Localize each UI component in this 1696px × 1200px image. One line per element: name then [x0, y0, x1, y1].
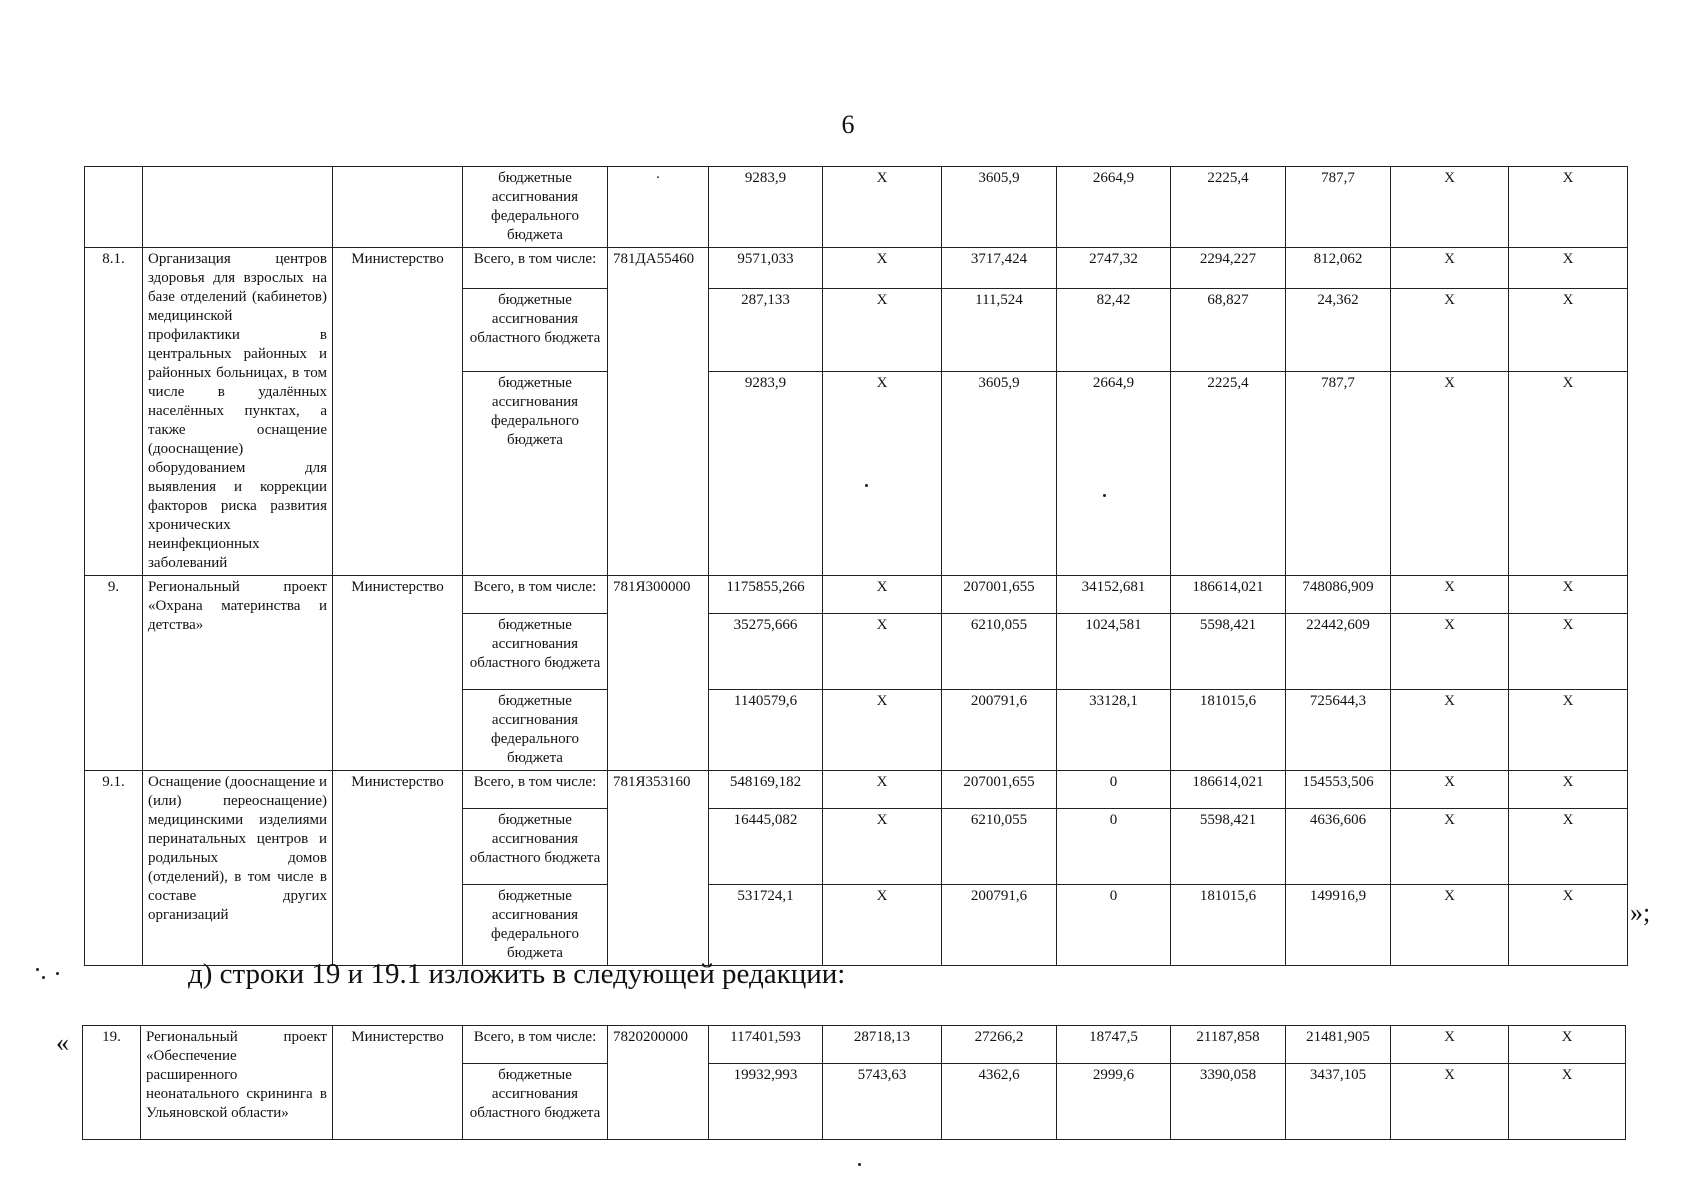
value-cell: 154553,506 — [1286, 771, 1391, 809]
value-cell: X — [823, 372, 942, 576]
value-cell: 2664,9 — [1057, 372, 1171, 576]
row-executor: Министерство — [333, 771, 463, 966]
value-cell: X — [823, 576, 942, 614]
row-number: 19. — [83, 1026, 141, 1140]
scan-speck — [36, 968, 39, 971]
value-cell: X — [1509, 289, 1628, 372]
value-cell: X — [1509, 809, 1628, 885]
value-cell: 1140579,6 — [709, 690, 823, 771]
value-cell: 35275,666 — [709, 614, 823, 690]
budget-code: 781Я300000 — [608, 576, 709, 771]
value-cell: X — [823, 289, 942, 372]
value-cell: X — [1509, 167, 1628, 248]
funding-source: Всего, в том числе: — [463, 771, 608, 809]
row-name: Организация центров здоровья для взрослых на базе отделений (кабинетов) медицинской профилактики в центральных районных и районных больницах, в том числе в удалённых населённых пунктах, а также оснащение (дооснащение) оборудованием для выявления и коррекции факторов риска развития хронических неинфекционных заболеваний — [143, 248, 333, 576]
closing-quote: »; — [1630, 898, 1651, 927]
row-number: 9.1. — [85, 771, 143, 966]
budget-code: 7820200000 — [608, 1026, 709, 1140]
value-cell: 287,133 — [709, 289, 823, 372]
value-cell: 22442,609 — [1286, 614, 1391, 690]
value-cell: 28718,13 — [823, 1026, 942, 1064]
value-cell: X — [1509, 771, 1628, 809]
value-cell: 1175855,266 — [709, 576, 823, 614]
value-cell: 787,7 — [1286, 372, 1391, 576]
value-cell: 111,524 — [942, 289, 1057, 372]
value-cell: X — [1391, 248, 1509, 289]
value-cell: 33128,1 — [1057, 690, 1171, 771]
value-cell: X — [1391, 771, 1509, 809]
value-cell: X — [1391, 885, 1509, 966]
row-name — [143, 167, 333, 248]
value-cell: 21481,905 — [1286, 1026, 1391, 1064]
value-cell: 181015,6 — [1171, 690, 1286, 771]
value-cell: X — [1391, 372, 1509, 576]
value-cell: 200791,6 — [942, 690, 1057, 771]
value-cell: 181015,6 — [1171, 885, 1286, 966]
row-number: 8.1. — [85, 248, 143, 576]
value-cell: X — [1391, 1026, 1509, 1064]
value-cell: X — [1391, 1064, 1509, 1140]
value-cell: 3717,424 — [942, 248, 1057, 289]
value-cell: X — [1509, 885, 1628, 966]
value-cell: 0 — [1057, 885, 1171, 966]
value-cell: 200791,6 — [942, 885, 1057, 966]
row-number — [85, 167, 143, 248]
budget-code: 781Я353160 — [608, 771, 709, 966]
funding-source: бюджетные ассигнования областного бюджета — [463, 289, 608, 372]
value-cell: 531724,1 — [709, 885, 823, 966]
value-cell: X — [1509, 1026, 1626, 1064]
value-cell: X — [823, 771, 942, 809]
table-row — [85, 248, 1628, 289]
value-cell: X — [823, 167, 942, 248]
value-cell: X — [1391, 289, 1509, 372]
value-cell: X — [823, 690, 942, 771]
value-cell: X — [823, 614, 942, 690]
value-cell: 6210,055 — [942, 614, 1057, 690]
value-cell: 207001,655 — [942, 576, 1057, 614]
value-cell: X — [1391, 167, 1509, 248]
value-cell: 725644,3 — [1286, 690, 1391, 771]
funding-source: бюджетные ассигнования областного бюджета — [463, 1064, 608, 1140]
value-cell: X — [1391, 809, 1509, 885]
row-executor: Министерство — [333, 576, 463, 771]
value-cell: X — [823, 809, 942, 885]
value-cell: 82,42 — [1057, 289, 1171, 372]
value-cell: 149916,9 — [1286, 885, 1391, 966]
row-executor: Министерство — [333, 248, 463, 576]
funding-source: Всего, в том числе: — [463, 1026, 608, 1064]
value-cell: X — [1391, 576, 1509, 614]
amendment-instruction: д) строки 19 и 19.1 изложить в следующей редакции: — [188, 958, 846, 990]
table-row — [85, 771, 1628, 809]
value-cell: X — [1509, 576, 1628, 614]
scan-speck — [858, 1163, 861, 1166]
value-cell: 3605,9 — [942, 167, 1057, 248]
value-cell: 748086,909 — [1286, 576, 1391, 614]
funding-source: бюджетные ассигнования областного бюджета — [463, 809, 608, 885]
value-cell: 4362,6 — [942, 1064, 1057, 1140]
value-cell: 548169,182 — [709, 771, 823, 809]
funding-source: бюджетные ассигнования федерального бюджета — [463, 885, 608, 966]
budget-code: 781ДА55460 — [608, 248, 709, 576]
value-cell: 2999,6 — [1057, 1064, 1171, 1140]
value-cell: 2225,4 — [1171, 372, 1286, 576]
value-cell: 16445,082 — [709, 809, 823, 885]
budget-table-top — [84, 166, 1628, 966]
value-cell: X — [823, 885, 942, 966]
value-cell: 5598,421 — [1171, 614, 1286, 690]
value-cell: 207001,655 — [942, 771, 1057, 809]
value-cell: 6210,055 — [942, 809, 1057, 885]
value-cell: X — [1509, 690, 1628, 771]
value-cell: X — [1391, 690, 1509, 771]
value-cell: 3605,9 — [942, 372, 1057, 576]
table-row — [85, 576, 1628, 614]
value-cell: 9571,033 — [709, 248, 823, 289]
value-cell: X — [1391, 614, 1509, 690]
scan-speck — [865, 484, 868, 487]
funding-source: бюджетные ассигнования федерального бюджета — [463, 372, 608, 576]
page-number: 6 — [841, 110, 855, 139]
value-cell: X — [1509, 248, 1628, 289]
value-cell: 34152,681 — [1057, 576, 1171, 614]
value-cell: X — [823, 248, 942, 289]
value-cell: 186614,021 — [1171, 576, 1286, 614]
value-cell: X — [1509, 614, 1628, 690]
value-cell: 9283,9 — [709, 372, 823, 576]
funding-source: Всего, в том числе: — [463, 248, 608, 289]
row-executor — [333, 167, 463, 248]
value-cell: 186614,021 — [1171, 771, 1286, 809]
value-cell: X — [1509, 372, 1628, 576]
funding-source: бюджетные ассигнования федерального бюджета — [463, 690, 608, 771]
value-cell: 2225,4 — [1171, 167, 1286, 248]
value-cell: 2664,9 — [1057, 167, 1171, 248]
value-cell: 9283,9 — [709, 167, 823, 248]
value-cell: 2747,32 — [1057, 248, 1171, 289]
value-cell: 812,062 — [1286, 248, 1391, 289]
scan-speck — [1103, 494, 1106, 497]
funding-source: бюджетные ассигнования областного бюджета — [463, 614, 608, 690]
value-cell: 5598,421 — [1171, 809, 1286, 885]
table-row — [83, 1026, 1626, 1064]
value-cell: 3437,105 — [1286, 1064, 1391, 1140]
value-cell: 21187,858 — [1171, 1026, 1286, 1064]
row-name: Региональный проект «Охрана материнства и детства» — [143, 576, 333, 771]
value-cell: 24,362 — [1286, 289, 1391, 372]
funding-source: бюджетные ассигнования федерального бюджета — [463, 167, 608, 248]
value-cell: 19932,993 — [709, 1064, 823, 1140]
value-cell: X — [1509, 1064, 1626, 1140]
value-cell: 18747,5 — [1057, 1026, 1171, 1064]
value-cell: 0 — [1057, 771, 1171, 809]
value-cell: 3390,058 — [1171, 1064, 1286, 1140]
scan-speck — [56, 972, 59, 975]
value-cell: 2294,227 — [1171, 248, 1286, 289]
funding-source: Всего, в том числе: — [463, 576, 608, 614]
scan-speck — [42, 976, 45, 979]
value-cell: 1024,581 — [1057, 614, 1171, 690]
budget-table-bottom — [82, 1025, 1626, 1140]
value-cell: 27266,2 — [942, 1026, 1057, 1064]
row-number: 9. — [85, 576, 143, 771]
opening-quote: « — [56, 1028, 69, 1057]
value-cell: 68,827 — [1171, 289, 1286, 372]
value-cell: 787,7 — [1286, 167, 1391, 248]
row-name: Региональный проект «Обеспечение расширенного неонатального скрининга в Ульяновской области» — [141, 1026, 333, 1140]
row-name: Оснащение (дооснащение и (или) переоснащение) медицинскими изделиями перинатальных центров и родильных домов (отделений), в том числе в составе других организаций — [143, 771, 333, 966]
value-cell: 4636,606 — [1286, 809, 1391, 885]
value-cell: 0 — [1057, 809, 1171, 885]
table-row — [85, 167, 1628, 248]
row-executor: Министерство — [333, 1026, 463, 1140]
value-cell: 5743,63 — [823, 1064, 942, 1140]
budget-code: · — [608, 167, 709, 248]
value-cell: 117401,593 — [709, 1026, 823, 1064]
